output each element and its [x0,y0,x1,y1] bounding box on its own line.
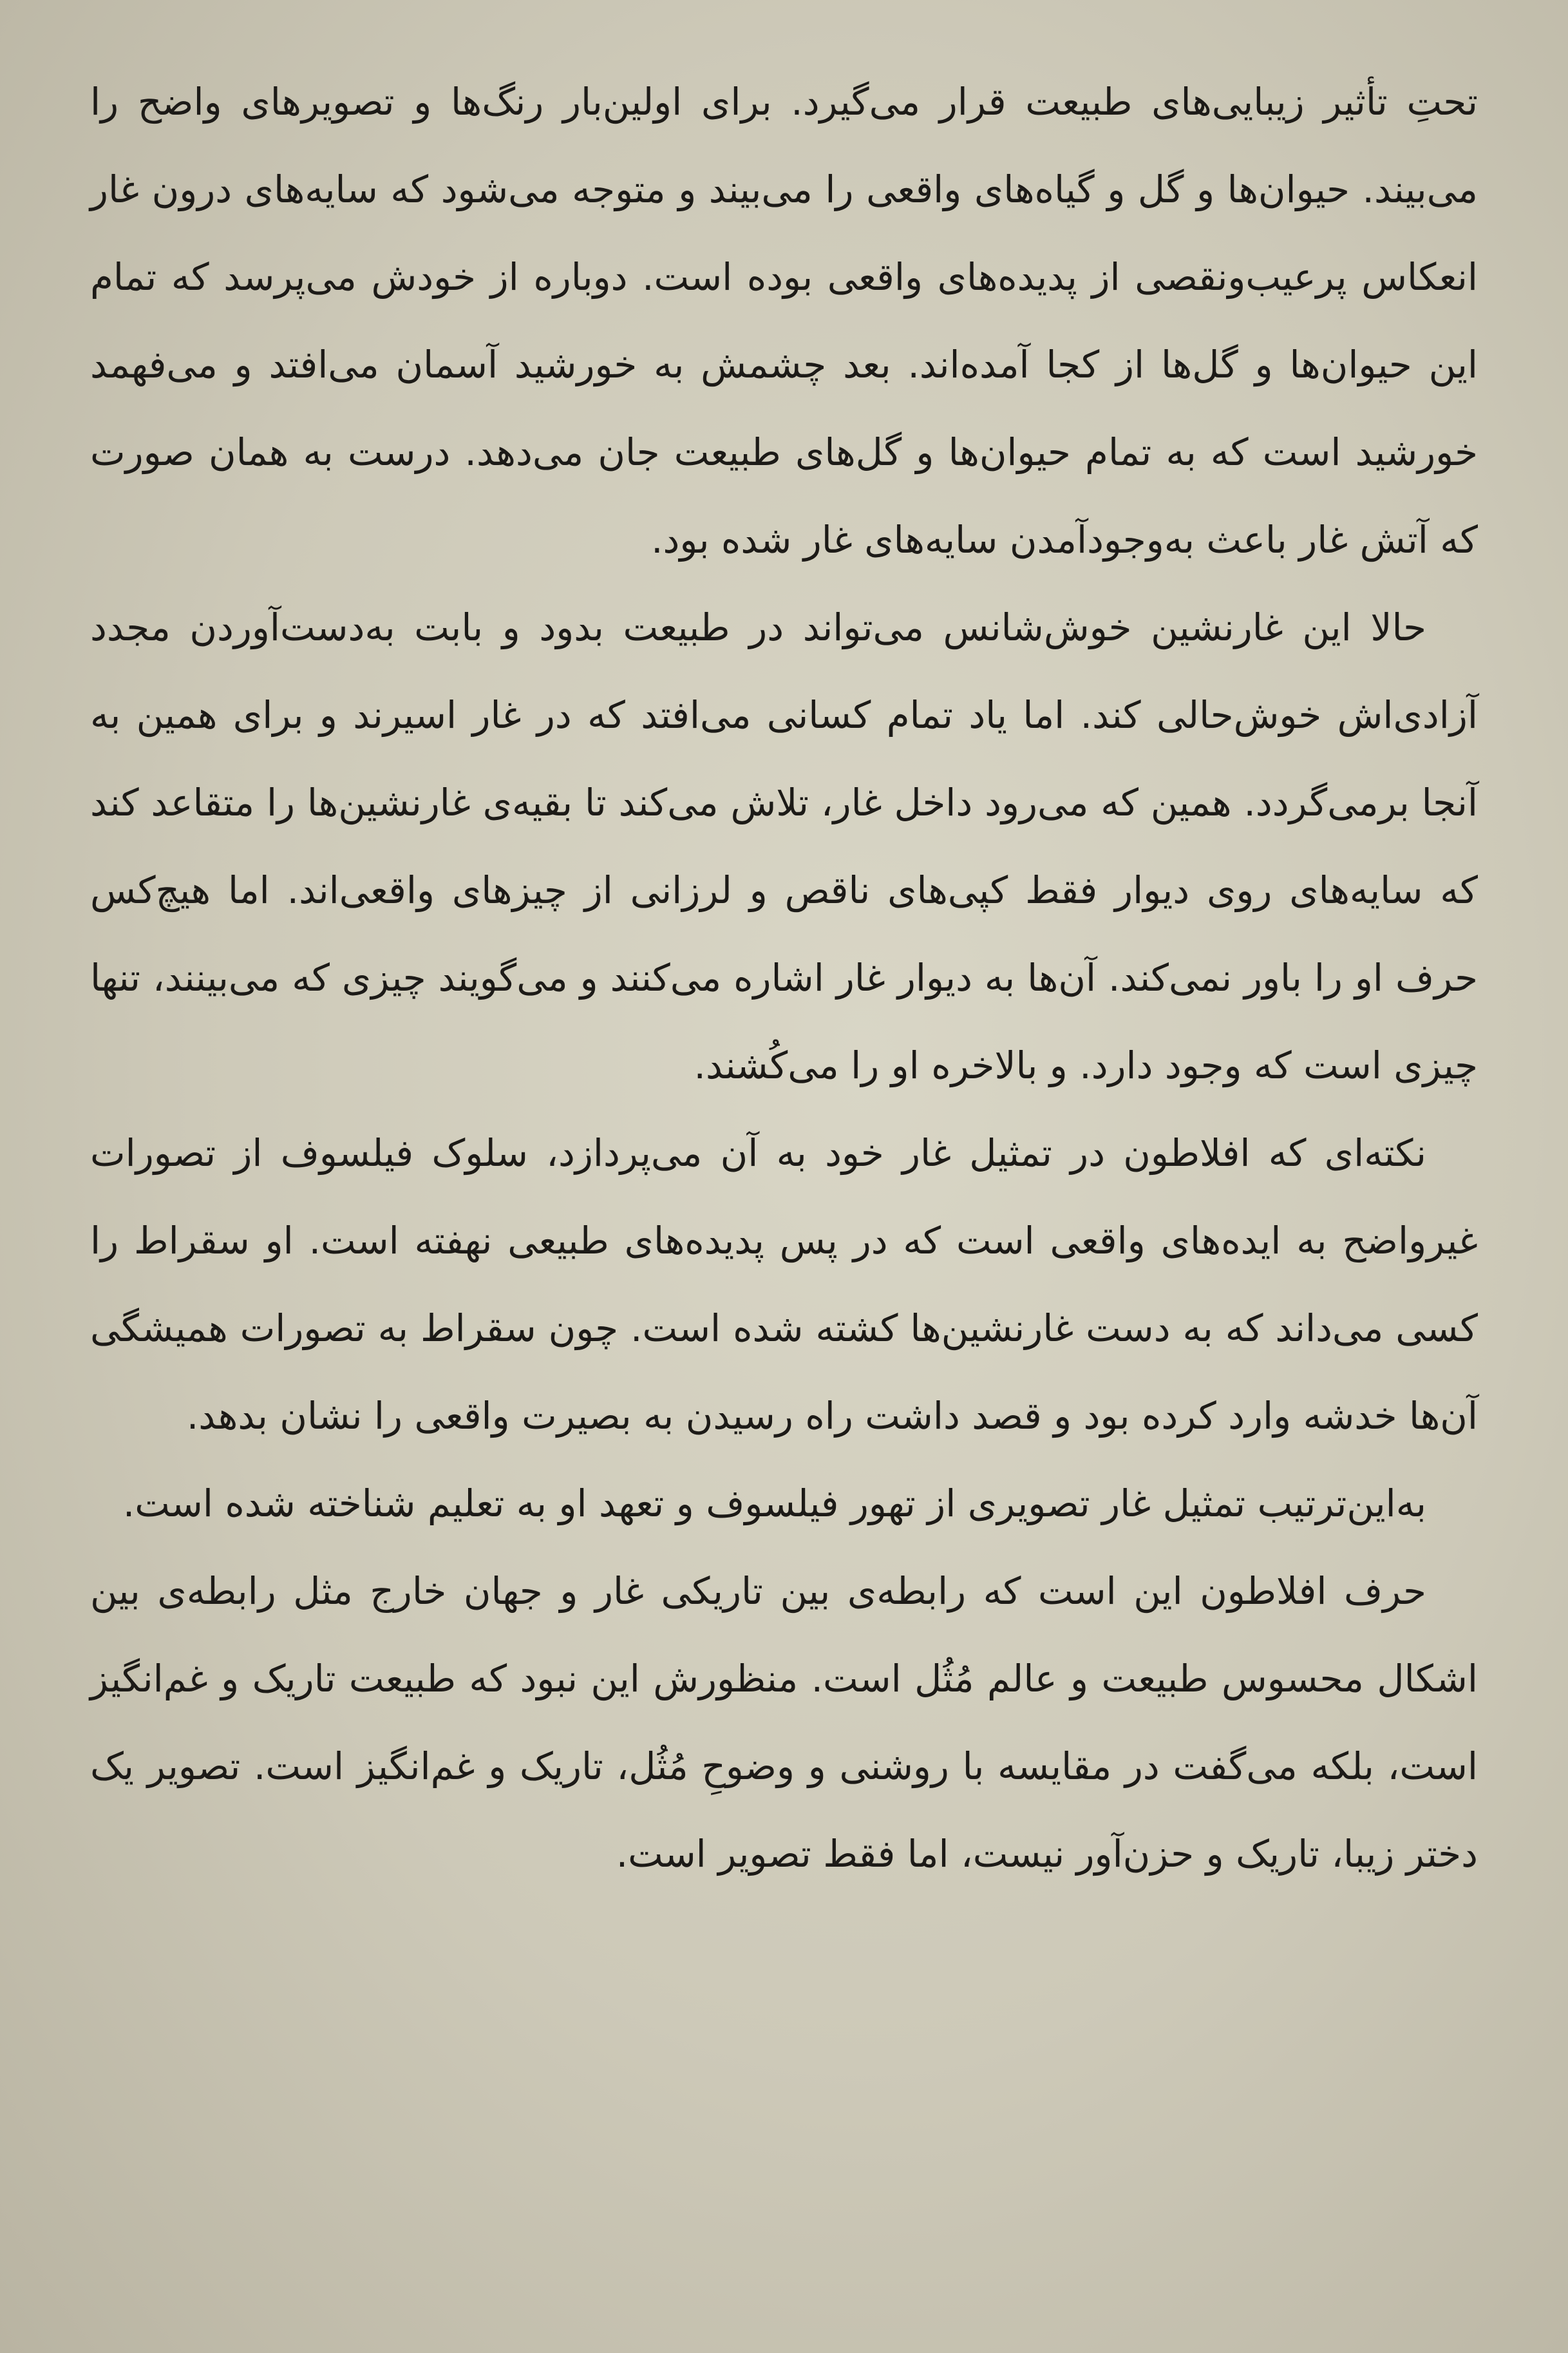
paragraph-4: به‌این‌ترتیب تمثیل غار تصویری از تهور فیلسوف و تعهد او به تعلیم شناخته شده است. [122,1481,1426,1525]
page-text [90,58,1478,1898]
paragraph-3: نکته‌ای که افلاطون در تمثیل غار خود به آن می‌پردازد، سلوک فیلسوف از تصورات غیرواضح به ایده‌های واقعی است که در پس پدیده‌های طبیعی نهفته است. او سقراط را کسی می‌داند که به دست غارنشین‌ها کشته شده است. چون سقراط به تصورات همیشگی آن‌ها خدشه وارد کرده بود و قصد داشت راه رسیدن به بصیرت واقعی را نشان بدهد. [90,1131,1478,1438]
paragraph-2: حالا این غارنشین خوش‌شانس می‌تواند در طبیعت بدود و بابت به‌دست‌آوردن مجدد آزادی‌اش خوش‌حالی کند. اما یاد تمام کسانی می‌افتد که در غار اسیرند و برای همین به آنجا برمی‌گردد. همین که می‌رود داخل غار، تلاش می‌کند تا بقیه‌ی غارنشین‌ها را متقاعد کند که سایه‌های روی دیوار فقط کپی‌های ناقص و لرزانی از چیزهای واقعی‌اند. اما هیچ‌کس حرف او را باور نمی‌کند. آن‌ها به دیوار غار اشاره می‌کنند و می‌گویند چیزی که می‌بینند، تنها چیزی است که وجود دارد. و بالاخره او را می‌کُشند. [90,605,1478,1087]
paragraph-1: تحتِ تأثیر زیبایی‌های طبیعت قرار می‌گیرد. برای اولین‌بار رنگ‌ها و تصویرهای واضح را می‌بیند. حیوان‌ها و گل و گیاه‌های واقعی را می‌بیند و متوجه می‌شود که سایه‌های درون غار انعکاس پرعیب‌ونقصی از پدیده‌های واقعی بوده است. دوباره از خودش می‌پرسد که تمام این حیوان‌ها و گل‌ها از کجا آمده‌اند. بعد چشمش به خورشید آسمان می‌افتد و می‌فهمد خورشید است که به تمام حیوان‌ها و گل‌های طبیعت جان می‌دهد. درست به همان صورت که آتش غار باعث به‌وجودآمدن سایه‌های غار شده بود. [90,80,1478,562]
paragraph-5: حرف افلاطون این است که رابطه‌ی بین تاریکی غار و جهان خارج مثل رابطه‌ی بین اشکال محسوس طبیعت و عالم مُثُل است. منظورش این نبود که طبیعت تاریک و غم‌انگیز است، بلکه می‌گفت در مقایسه با روشنی و وضوحِ مُثُل، تاریک و غم‌انگیز است. تصویر یک دختر زیبا، تاریک و حزن‌آور نیست، اما فقط تصویر است. [90,1569,1478,1876]
